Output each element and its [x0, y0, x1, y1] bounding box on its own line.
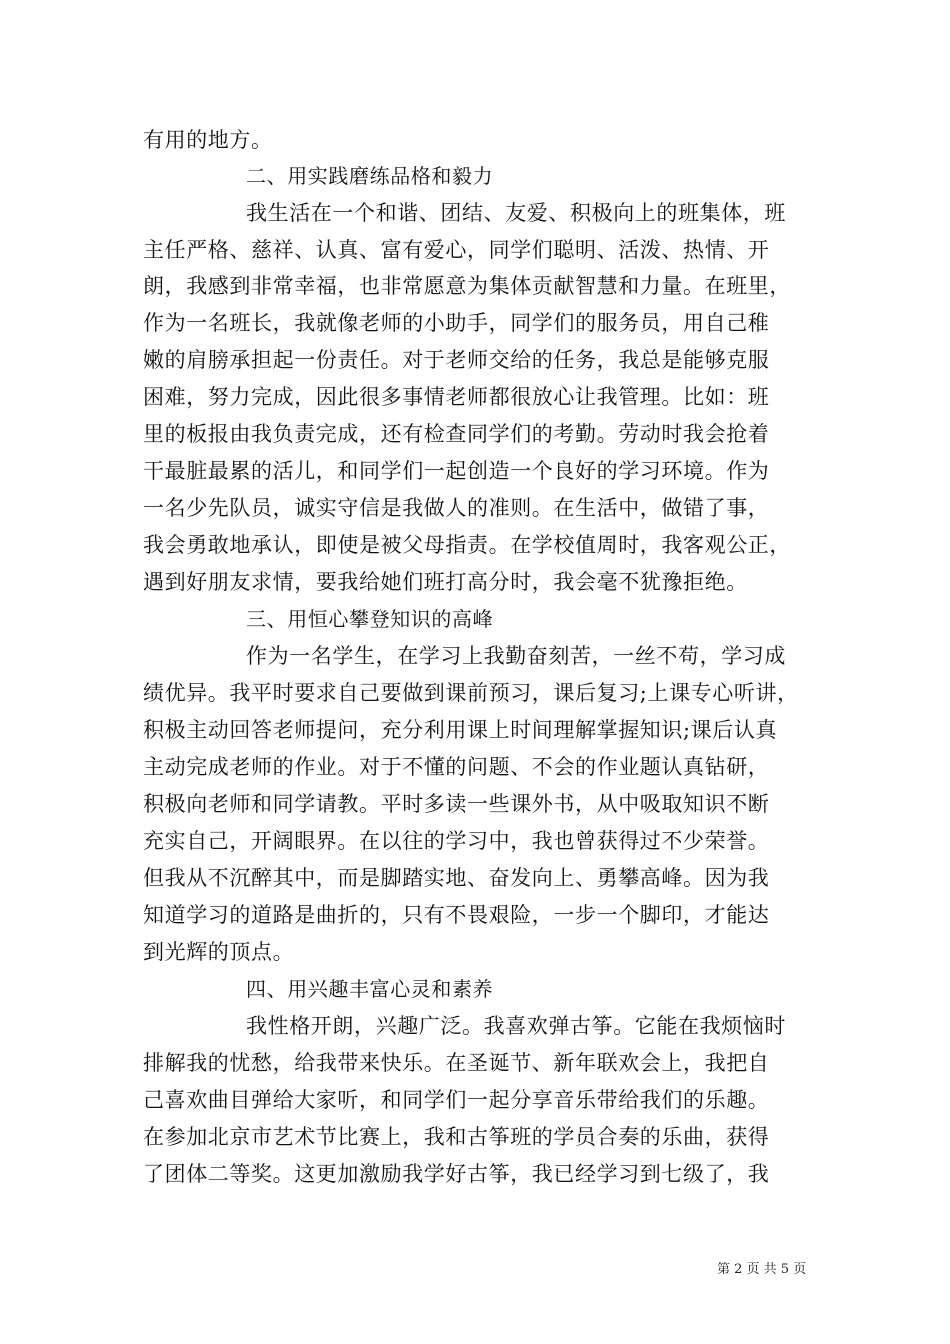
paragraph-first-line: 我性格开朗，兴趣广泛。我喜欢弹古筝。它能在我烦恼时	[246, 1014, 786, 1038]
body-line: 在参加北京市艺术节比赛上，我和古筝班的学员合奏的乐曲，获得	[143, 1125, 770, 1149]
body-line: 己喜欢曲目弹给大家听，和同学们一起分享音乐带给我们的乐趣。	[143, 1088, 770, 1112]
body-line: 里的板报由我负责完成，还有检查同学们的考勤。劳动时我会抢着	[143, 422, 770, 446]
section-heading-2: 二、用实践磨练品格和毅力	[246, 164, 494, 188]
body-line: 知道学习的道路是曲折的，只有不畏艰险，一步一个脚印，才能达	[143, 903, 770, 927]
section-heading-3: 三、用恒心攀登知识的高峰	[246, 607, 494, 631]
body-line: 遇到好朋友求情，要我给她们班打高分时，我会毫不犹豫拒绝。	[143, 570, 748, 594]
body-line: 积极向老师和同学请教。平时多读一些课外书，从中吸取知识不断	[143, 792, 770, 816]
body-line: 主动完成老师的作业。对于不懂的问题、不会的作业题认真钻研，	[143, 755, 770, 779]
body-line: 朗，我感到非常幸福，也非常愿意为集体贡献智慧和力量。在班里，	[143, 274, 791, 298]
body-line: 但我从不沉醉其中，而是脚踏实地、奋发向上、勇攀高峰。因为我	[143, 866, 770, 890]
body-line: 了团体二等奖。这更加激励我学好古筝，我已经学习到七级了，我	[143, 1162, 770, 1186]
body-line: 有用的地方。	[143, 128, 273, 152]
body-line: 到光辉的顶点。	[143, 940, 295, 964]
body-line: 充实自己，开阔眼界。在以往的学习中，我也曾获得过不少荣誉。	[143, 829, 770, 853]
body-line: 积极主动回答老师提问，充分利用课上时间理解掌握知识;课后认真	[143, 718, 778, 742]
body-line: 排解我的忧愁，给我带来快乐。在圣诞节、新年联欢会上，我把自	[143, 1051, 770, 1075]
body-line: 作为一名班长，我就像老师的小助手，同学们的服务员，用自己稚	[143, 311, 770, 335]
paragraph-first-line: 作为一名学生，在学习上我勤奋刻苦，一丝不苟，学习成	[246, 644, 786, 668]
body-line: 嫩的肩膀承担起一份责任。对于老师交给的任务，我总是能够克服	[143, 348, 770, 372]
body-line: 我会勇敢地承认，即使是被父母指责。在学校值周时，我客观公正，	[143, 533, 791, 557]
body-line: 干最脏最累的活儿，和同学们一起创造一个良好的学习环境。作为	[143, 459, 770, 483]
body-line: 一名少先队员，诚实守信是我做人的准则。在生活中，做错了事，	[143, 496, 770, 520]
body-line: 绩优异。我平时要求自己要做到课前预习，课后复习;上课专心听讲，	[143, 681, 799, 705]
body-line: 困难，努力完成，因此很多事情老师都很放心让我管理。比如：班	[143, 385, 770, 409]
paragraph-first-line: 我生活在一个和谐、团结、友爱、积极向上的班集体，班	[246, 201, 786, 225]
section-heading-4: 四、用兴趣丰富心灵和素养	[246, 977, 494, 1001]
body-line: 主任严格、慈祥、认真、富有爱心，同学们聪明、活泼、热情、开	[143, 238, 770, 262]
page-number-footer: 第 2 页 共 5 页	[717, 1262, 807, 1277]
